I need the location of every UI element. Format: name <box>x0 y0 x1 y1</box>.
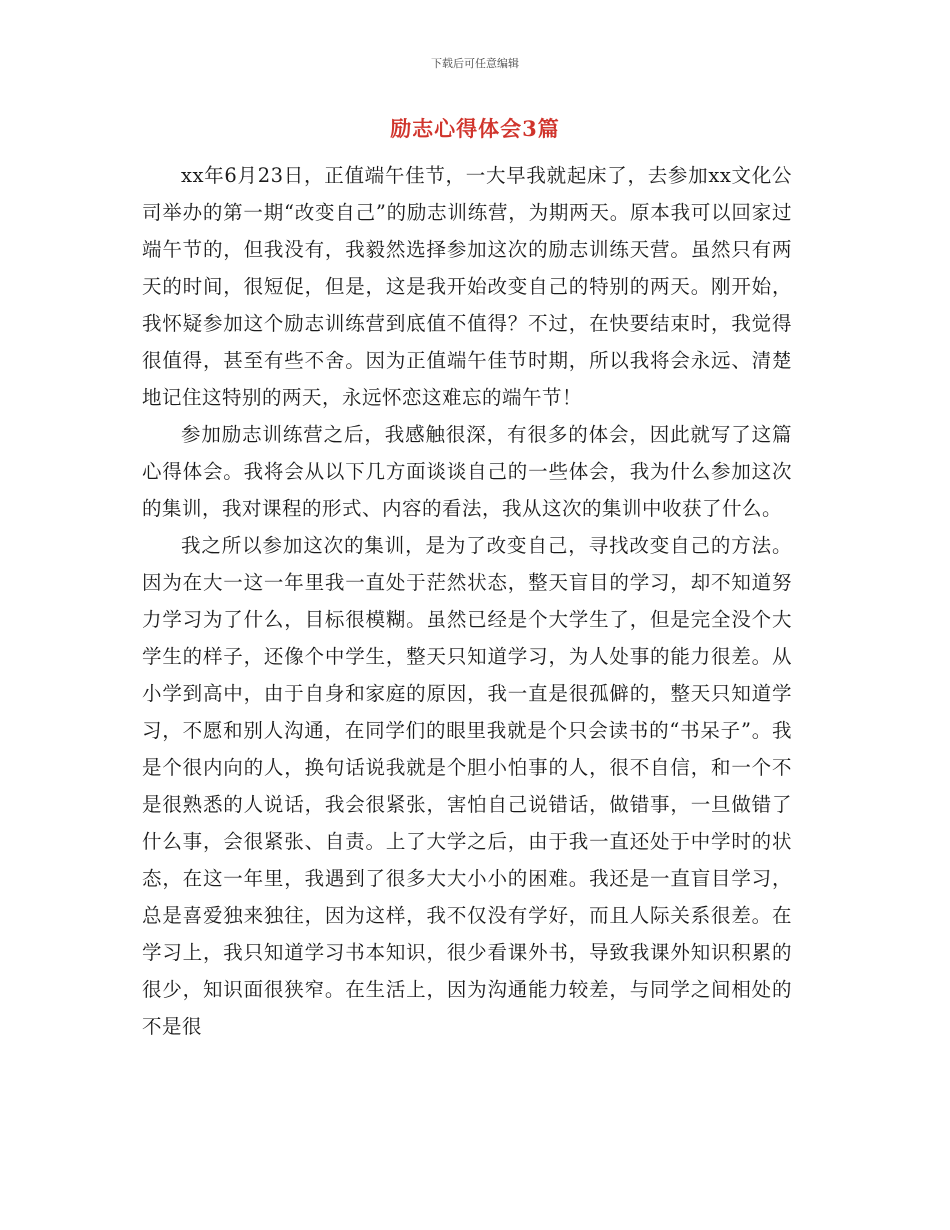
document-body <box>142 157 792 1045</box>
paragraph: xx年6月23日，正值端午佳节，一大早我就起床了，去参加xx文化公司举办的第一期“改变自己”的励志训练营，为期两天。原本我可以回家过端午节的，但我没有，我毅然选择参加这次的励志训练天营。虽然只有两天的时间，很短促，但是，这是我开始改变自己的特别的两天。刚开始，我怀疑参加这个励志训练营到底值不值得？不过，在快要结束时，我觉得很值得，甚至有些不舍。因为正值端午佳节时期，所以我将会永远、清楚地记住这特别的两天，永远怀恋这难忘的端午节！ <box>142 164 792 409</box>
document-title: 励志心得体会3篇 <box>390 116 560 141</box>
paragraph: 参加励志训练营之后，我感触很深，有很多的体会，因此就写了这篇心得体会。我将会从以下几方面谈谈自己的一些体会，我为什么参加这次的集训，我对课程的形式、内容的看法，我从这次的集训中收获了什么。 <box>142 423 792 520</box>
header-note: 下载后可任意编辑 <box>431 57 519 70</box>
paragraph: 我之所以参加这次的集训，是为了改变自己，寻找改变自己的方法。因为在大一这一年里我一直处于茫然状态，整天盲目的学习，却不知道努力学习为了什么，目标很模糊。虽然已经是个大学生了，但是完全没个大学生的样子，还像个中学生，整天只知道学习，为人处事的能力很差。从小学到高中，由于自身和家庭的原因，我一直是很孤僻的，整天只知道学习，不愿和别人沟通，在同学们的眼里我就是个只会读书的“书呆子”。我是个很内向的人，换句话说我就是个胆小怕事的人，很不自信，和一个不是很熟悉的人说话，我会很紧张，害怕自己说错话，做错事，一旦做错了什么事，会很紧张、自责。上了大学之后，由于我一直还处于中学时的状态，在这一年里，我遇到了很多大大小小的困难。我还是一直盲目学习，总是喜爱独来独往，因为这样，我不仅没有学好，而且人际关系很差。在学习上，我只知道学习书本知识，很少看课外书，导致我课外知识积累的很少，知识面很狭窄。在生活上，因为沟通能力较差，与同学之间相处的不是很 <box>142 534 792 1038</box>
